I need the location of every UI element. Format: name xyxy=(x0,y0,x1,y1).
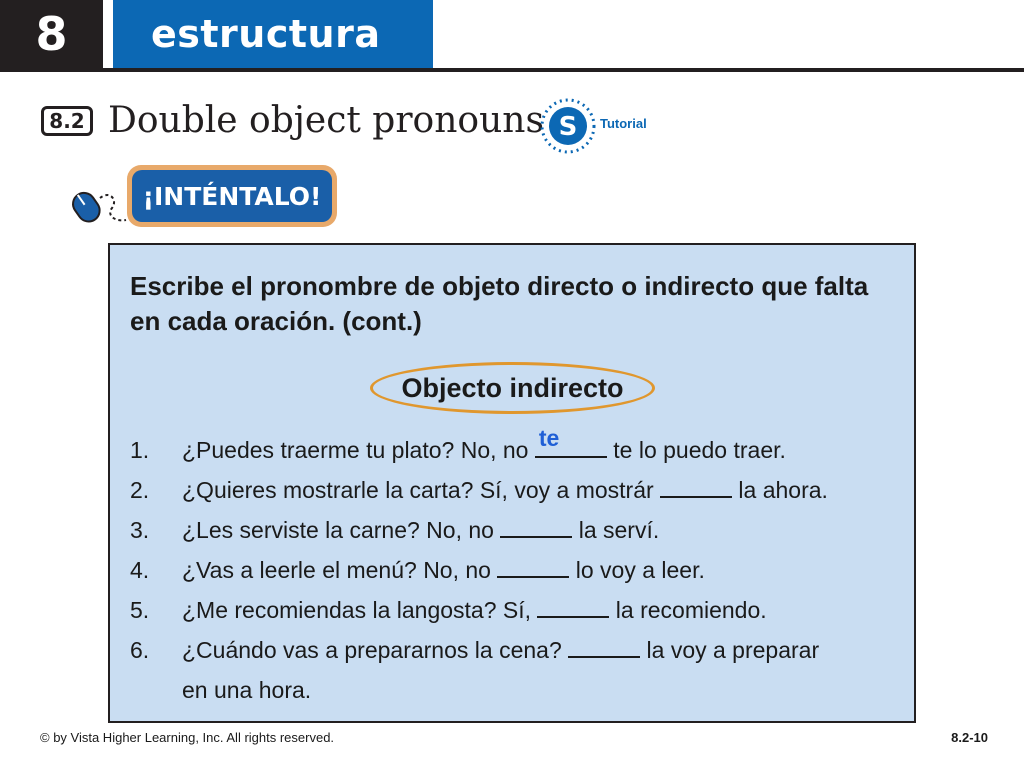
item-number: 2. xyxy=(130,477,150,503)
item-number: 3. xyxy=(130,517,150,543)
section-title: Double object pronouns xyxy=(108,100,544,141)
item-text: ¿Puedes traerme tu plato? No, no te te lo puedo traer. xyxy=(182,430,786,470)
list-item xyxy=(110,550,910,590)
item-number: 5. xyxy=(130,597,150,623)
answer-blank[interactable] xyxy=(500,516,572,538)
chapter-title: estructura xyxy=(113,0,433,68)
answer-blank[interactable] xyxy=(660,476,732,498)
list-item xyxy=(110,470,910,510)
mouse-cursor-icon xyxy=(66,180,130,230)
list-item xyxy=(110,590,910,630)
header-rule xyxy=(0,68,1024,72)
answer-blank[interactable] xyxy=(497,556,569,578)
category-label: Objecto indirecto xyxy=(370,362,655,414)
copyright-notice: © by Vista Higher Learning, Inc. All rights reserved. xyxy=(40,730,335,745)
tutorial-link[interactable]: Tutorial xyxy=(600,116,647,131)
item-number: 1. xyxy=(130,437,150,463)
chapter-number: 8 xyxy=(0,0,103,68)
answer-blank[interactable] xyxy=(535,425,607,458)
list-item xyxy=(110,425,910,470)
item-number: 4. xyxy=(130,557,150,583)
intentalo-banner xyxy=(127,165,337,227)
list-item-continuation xyxy=(110,670,910,710)
intentalo-label: ¡INTÉNTALO! xyxy=(132,170,332,222)
item-text: ¿Vas a leerle el menú? No, no lo voy a leer. xyxy=(182,557,705,583)
page-number: 8.2-10 xyxy=(951,730,988,745)
exercise-instructions: Escribe el pronombre de objeto directo o indirecto que falta en cada oración. (cont.) xyxy=(130,271,869,336)
item-text: en una hora. xyxy=(182,677,312,703)
section-number-badge: 8.2 xyxy=(41,106,93,136)
answer-blank[interactable] xyxy=(537,596,609,618)
item-text: ¿Me recomiendas la langosta? Sí, la recomiendo. xyxy=(182,597,767,623)
answer-text: te xyxy=(538,425,560,451)
tutorial-icon[interactable] xyxy=(538,96,598,156)
item-text: ¿Les serviste la carne? No, no la serví. xyxy=(182,517,660,543)
item-text: ¿Quieres mostrarle la carta? Sí, voy a mostrár la ahora. xyxy=(182,477,828,503)
exercise-list xyxy=(110,425,910,710)
list-item xyxy=(110,510,910,550)
answer-blank[interactable] xyxy=(568,636,640,658)
list-item xyxy=(110,630,910,670)
svg-text:S: S xyxy=(558,112,578,142)
item-number: 6. xyxy=(130,637,150,663)
exercise-panel xyxy=(108,243,916,723)
item-text: ¿Cuándo vas a prepararnos la cena? la voy a preparar xyxy=(182,637,820,663)
